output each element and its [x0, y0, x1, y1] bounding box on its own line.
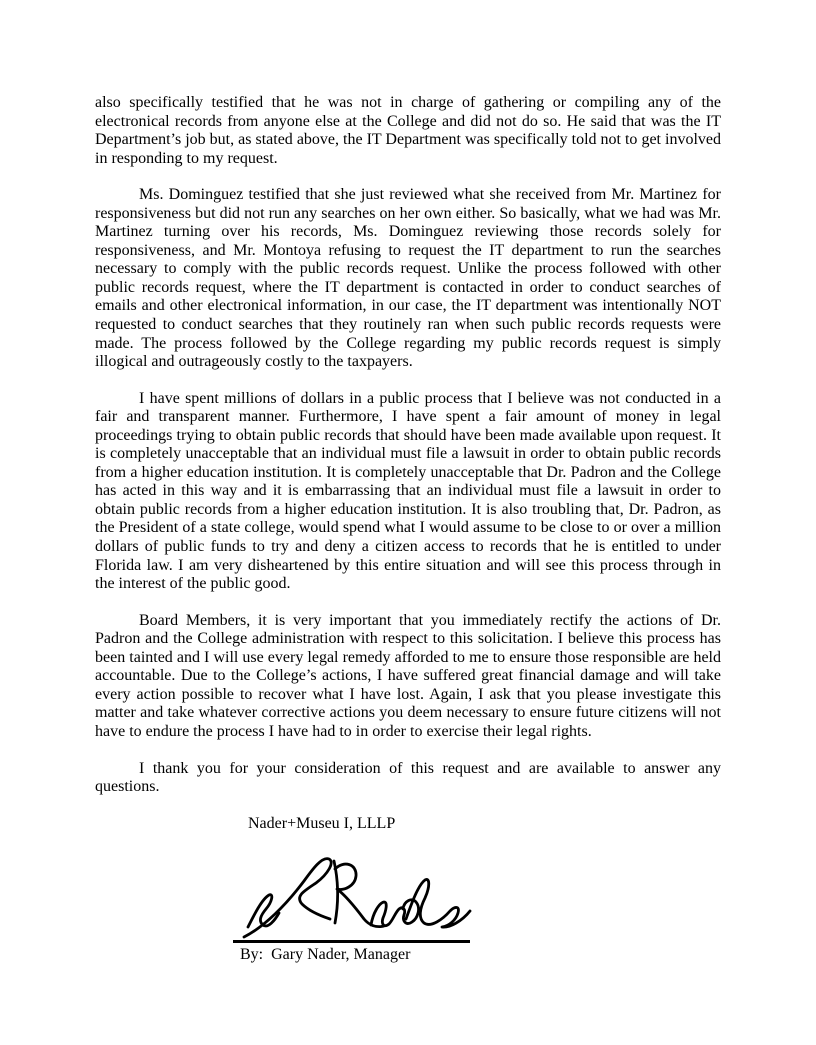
letter-paragraph-3: I have spent millions of dollars in a public process that I believe was not conducted in a fair and transparent manner. Furthermore, I have spent a fair amount of money in legal proceedings trying to obtain public records that should have been made available upon request. It is completely unacceptable that an individual must file a lawsuit in order to obtain public records from a higher education institution. It is completely unacceptable that Dr. Padron and the College has acted in this way and it is embarrassing that an individual must file a lawsuit in order to obtain public records from a higher education institution. It is also troubling that, Dr. Padron, as the President of a state college, would spend what I would assume to be close to or over a million dollars of public funds to try and deny a citizen access to records that he is entitled to under Florida law. I am very disheartened by this entire situation and will see this process through in the interest of the public good. [95, 389, 721, 593]
signed-by-label: By: Gary Nader, Manager [240, 946, 411, 964]
letter-paragraph-1: also specifically testified that he was not in charge of gathering or compiling any of the electronical records from anyone else at the College and did not do so. He said that was the IT Department’s job but, as stated above, the IT Department was specifically told not to get involved in responding to my request. [95, 94, 721, 167]
signature-block [95, 849, 721, 965]
letter-paragraph-4: Board Members, it is very important that you immediately rectify the actions of Dr. Padron and the College administration with respect to this solicitation. I believe this process has been tainted and I will use every legal remedy afforded to me to ensure those responsible are held accountable. Due to the College’s actions, I have suffered great financial damage and will take every action possible to recover what I have lost. Again, I ask that you please investigate this matter and take whatever corrective actions you deem necessary to ensure future citizens will not have to endure the process I have had to in order to exercise their legal rights. [95, 611, 721, 740]
letter-paragraph-2: Ms. Dominguez testified that she just reviewed what she received from Mr. Martinez for responsiveness but did not run any searches on her own either. So basically, what we had was Mr. Martinez turning over his records, Ms. Dominguez reviewing those records solely for responsiveness, and Mr. Montoya refusing to request the IT department to run the searches necessary to comply with the public records request. Unlike the process followed with other public records request, where the IT department is contacted in order to conduct searches of emails and other electronical information, in our case, the IT department was intentionally NOT requested to conduct searches that they routinely ran when such public records requests were made. The process followed by the College regarding my public records request is simply illogical and outrageously costly to the taxpayers. [95, 186, 721, 371]
letter-paragraph-5: I thank you for your consideration of this request and are available to answer any questions. [95, 759, 721, 796]
signature-line [233, 940, 470, 943]
signature-company-name: Nader+Museu I, LLLP [248, 814, 396, 832]
handwritten-signature-icon [238, 849, 473, 944]
